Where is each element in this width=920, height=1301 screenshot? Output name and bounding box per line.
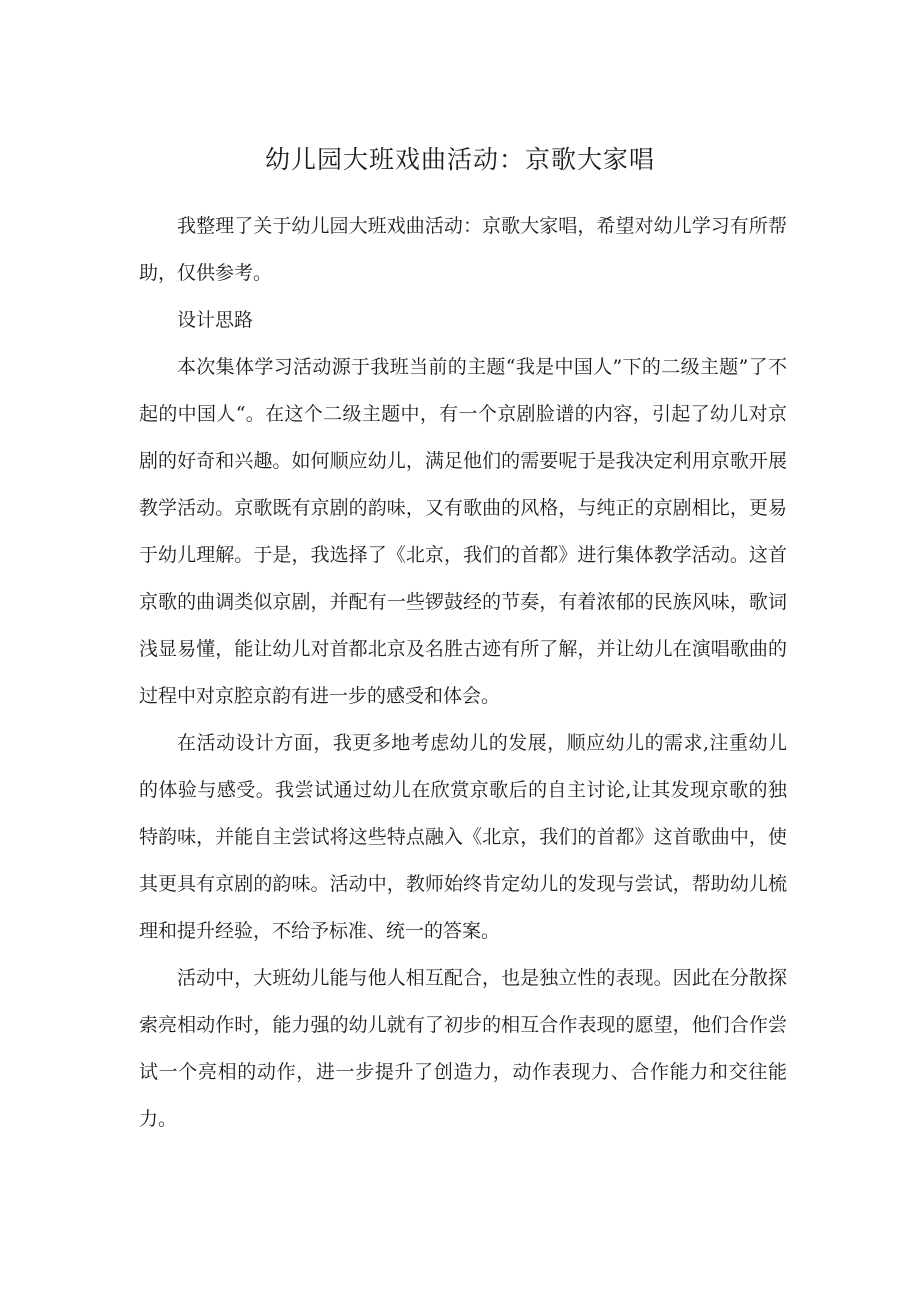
document-title: 幼儿园大班戏曲活动：京歌大家唱 — [264, 145, 655, 174]
intro-paragraph: 我整理了关于幼儿园大班戏曲活动：京歌大家唱，希望对幼儿学习有所帮助，仅供参考。 — [139, 215, 787, 284]
document-body — [139, 203, 787, 1143]
body-paragraph-2: 在活动设计方面，我更多地考虑幼儿的发展，顺应幼儿的需求,注重幼儿的体验与感受。我尝试通过幼儿在欣赏京歌后的自主讨论,让其发现京歌的独特韵味，并能自主尝试将这些特点融入《北京，我们的首都》这首歌曲中，使其更具有京剧的韵味。活动中，教师始终肯定幼儿的发现与尝试，帮助幼儿梳理和提升经验，不给予标准、统一的答案。 — [139, 732, 787, 942]
body-paragraph-1: 本次集体学习活动源于我班当前的主题“我是中国人”下的二级主题”了不起的中国人“。在这个二级主题中，有一个京剧脸谱的内容，引起了幼儿对京剧的好奇和兴趣。如何顺应幼儿，满足他们的需要呢于是我决定利用京歌开展教学活动。京歌既有京剧的韵味，又有歌曲的风格，与纯正的京剧相比，更易于幼儿理解。于是，我选择了《北京，我们的首都》进行集体教学活动。这首京歌的曲调类似京剧，并配有一些锣鼓经的节奏，有着浓郁的民族风味，歌词浅显易懂，能让幼儿对首都北京及名胜古迹有所了解，并让幼儿在演唱歌曲的过程中对京腔京韵有进一步的感受和体会。 — [139, 356, 787, 707]
section-heading: 设计思路 — [177, 309, 254, 331]
body-paragraph-3: 活动中，大班幼儿能与他人相互配合，也是独立性的表现。因此在分散探索亮相动作时，能力强的幼儿就有了初步的相互合作表现的愿望，他们合作尝试一个亮相的动作，进一步提升了创造力，动作表现力、合作能力和交往能力。 — [139, 967, 787, 1130]
